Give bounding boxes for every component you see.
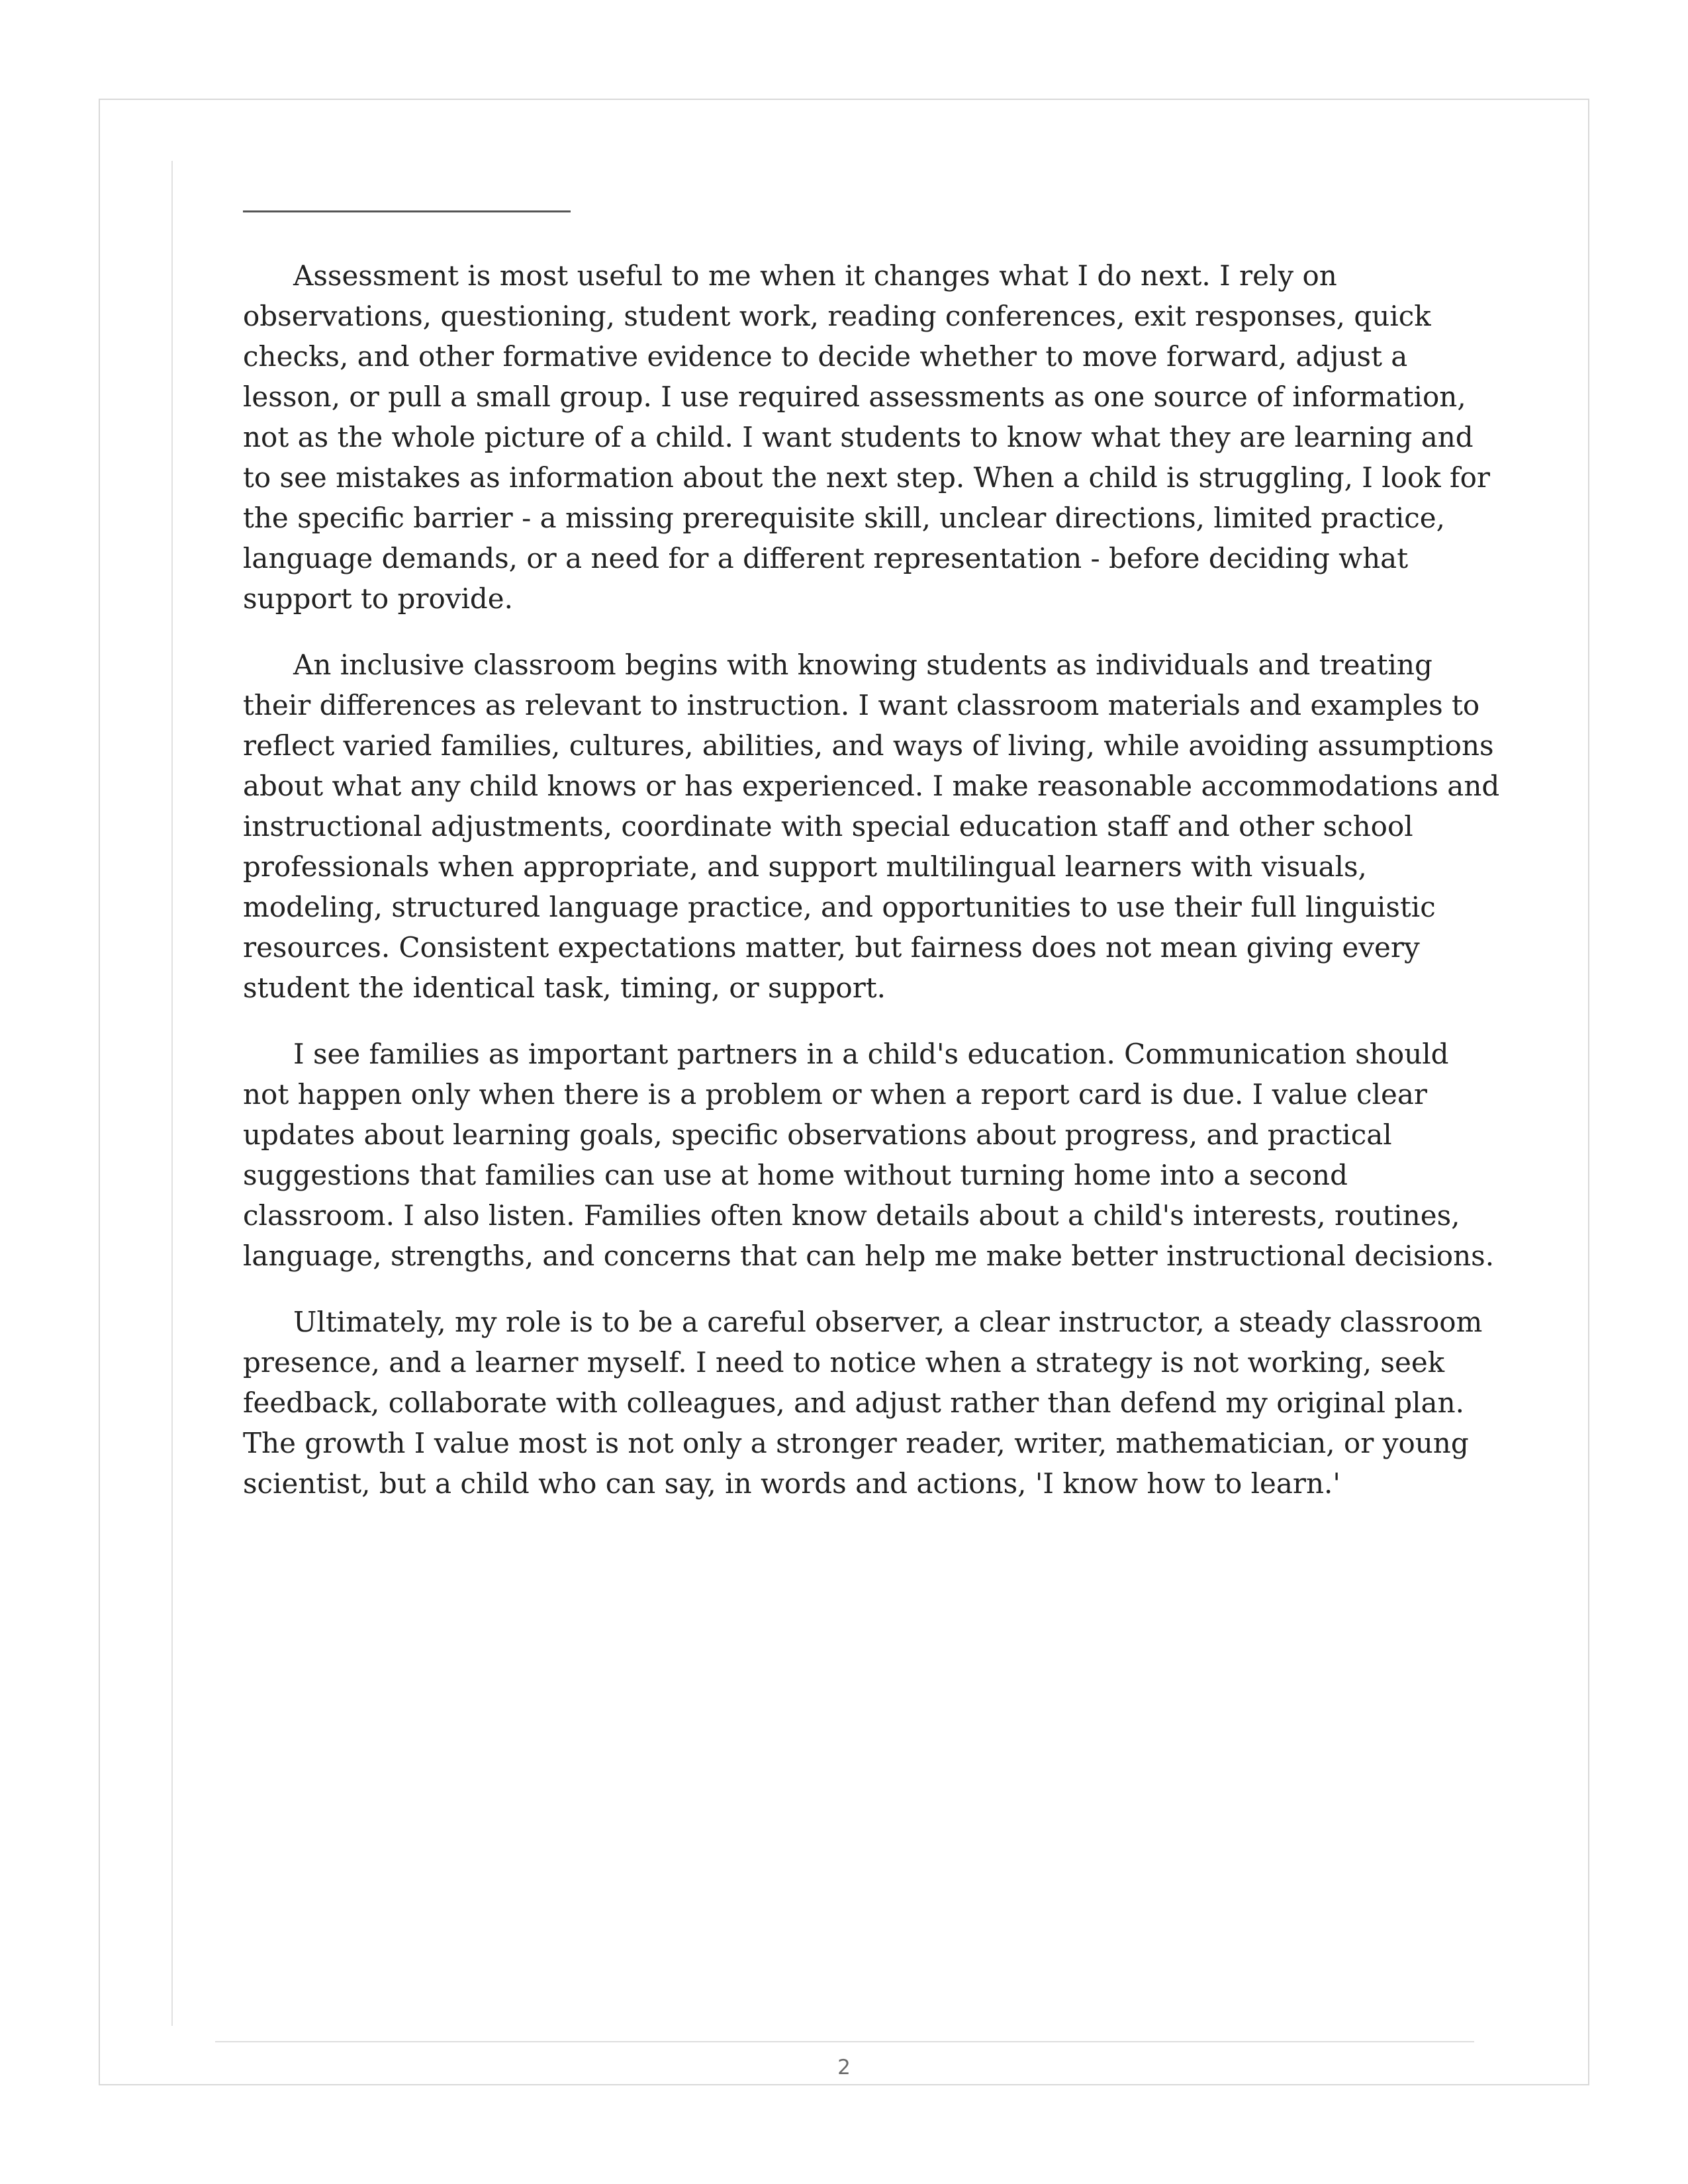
paragraph-role: Ultimately, my role is to be a careful observer, a clear instructor, a steady classroom presence, and a learner myself. I need to notice when a strategy is not working, seek feedback, collaborate with colleagues, and adjust rather than defend my original plan. The growth I value most is not only a stronger reader, writer, mathematician, or young scientist, but a child who can say, in words and actions, 'I know how to learn.' (243, 1306, 1483, 1500)
header-divider (243, 210, 571, 212)
page-number: 2 (837, 2056, 851, 2079)
paragraph-assessment: Assessment is most useful to me when it changes what I do next. I rely on observations, questioning, student work, reading conferences, exit responses, quick checks, and other formative evidence to decide whether to move forward, adjust a lesson, or pull a small group. I use required assessments as one source of information, not as the whole picture of a child. I want students to know what they are learning and to see mistakes as information about the next step. When a child is struggling, I look for the specific barrier - a missing prerequisite skill, unclear directions, limited practice, language demands, or a need for a different representation - before deciding what support to provide. (243, 259, 1490, 615)
footer-divider (215, 2041, 1474, 2042)
paragraph-inclusive-classroom: An inclusive classroom begins with knowing students as individuals and treating their differences as relevant to instruction. I want classroom materials and examples to reflect varied families, cultures, abilities, and ways of living, while avoiding assumptions about what any child knows or has experienced. I make reasonable accommodations and instructional adjustments, coordinate with special education staff and other school professionals when appropriate, and support multilingual learners with visuals, modeling, structured language practice, and opportunities to use their full linguistic resources. Consistent expectations matter, but fairness does not mean giving every student the identical task, timing, or support. (243, 649, 1500, 1004)
document-body (243, 255, 1501, 1529)
margin-rule (171, 161, 173, 2026)
paragraph-families: I see families as important partners in a child's education. Communication should not happen only when there is a problem or when a report card is due. I value clear updates about learning goals, specific observations about progress, and practical suggestions that families can use at home without turning home into a second classroom. I also listen. Families often know details about a child's interests, routines, language, strengths, and concerns that can help me make better instructional decisions. (243, 1038, 1495, 1272)
